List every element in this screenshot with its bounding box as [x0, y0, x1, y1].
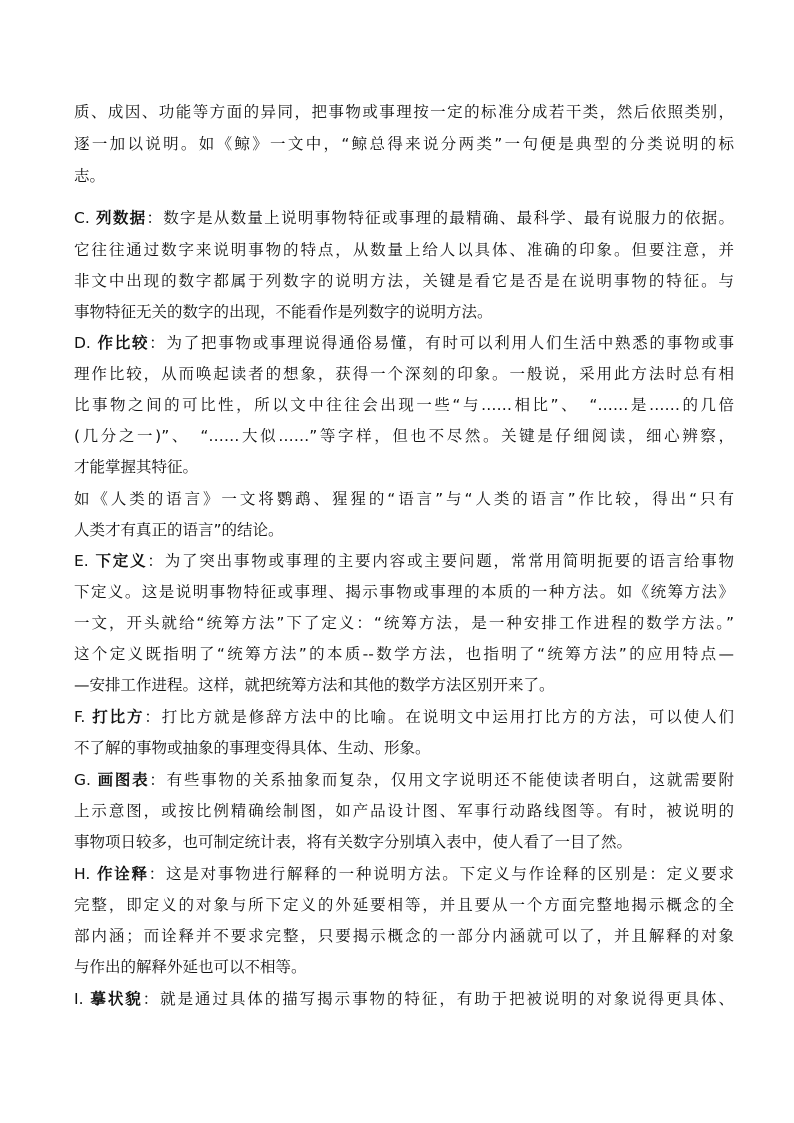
- body-text-line: 下定义。这是说明事物特征或事理、揭示事物或事理的本质的一种方法。如《统筹方法》: [74, 583, 734, 601]
- item-letter: F.: [74, 708, 93, 726]
- method-h-heading-line: [74, 864, 734, 884]
- body-text-line: 质、成因、功能等方面的异同，把事物或事理按一定的标准分成若干类，然后依照类别，: [74, 103, 734, 121]
- body-text-line: 才能掌握其特征。: [74, 458, 199, 476]
- item-letter: H.: [74, 865, 97, 883]
- body-text-line: 逐一加以说明。如《鲸》一文中，“鲸总得来说分两类”一句便是典型的分类说明的标: [74, 135, 734, 153]
- method-description: ：为了把事物或事理说得通俗易懂，有时可以利用人们生活中熟悉的事物或事: [149, 334, 734, 352]
- method-f-heading-line: [74, 707, 734, 727]
- method-description: ：数字是从数量上说明事物特征或事理的最精确、最科学、最有说服力的依据。: [146, 209, 734, 227]
- body-text-line: 与作出的解释外延也可以不相等。: [74, 958, 307, 976]
- body-text-line: 不了解的事物或抽象的事理变得具体、生动、形象。: [74, 739, 431, 757]
- body-text-line: 如《人类的语言》一文将鹦鹉、猩猩的“语言”与“人类的语言”作比较，得出“只有: [74, 490, 734, 508]
- method-term: 作比较: [97, 334, 150, 352]
- method-i-heading-line: [74, 989, 734, 1009]
- method-description: ：为了突出事物或事理的主要内容或主要问题，常常用简明扼要的语言给事物: [147, 552, 734, 570]
- body-text-line: 志。: [74, 167, 106, 185]
- method-term: 下定义: [95, 552, 148, 570]
- method-description: ：这是对事物进行解释的一种说明方法。下定义与作诠释的区别是：定义要求: [148, 865, 734, 883]
- body-text-line: 比事物之间的可比性，所以文中往往会出现一些“与……相比”、 “……是……的几倍: [74, 396, 734, 414]
- method-term: 作诠释: [97, 865, 149, 883]
- body-text-line: 一文，开头就给“统筹方法”下了定义：“统筹方法，是一种安排工作进程的数学方法。”: [74, 614, 734, 632]
- body-text-line: 完整，即定义的对象与所下定义的外延要相等，并且要从一个方面完整地揭示概念的全: [74, 896, 734, 914]
- body-text-line: —安排工作进程。这样，就把统筹方法和其他的数学方法区别开来了。: [74, 676, 555, 694]
- method-term: 摹状貌: [90, 990, 143, 1008]
- method-c-heading-line: [74, 208, 734, 228]
- method-term: 画图表: [97, 771, 150, 789]
- body-text-line: 部内涵；而诠释并不要求完整，只要揭示概念的一部分内涵就可以了，并且解释的对象: [74, 927, 734, 945]
- method-description: ：就是通过具体的描写揭示事物的特征，有助于把被说明的对象说得更具体、: [142, 990, 734, 1008]
- body-text-line: 事物项日较多，也可制定统计表，将有关数字分别填入表中，使人看了一目了然。: [74, 833, 633, 851]
- method-term: 列数据: [96, 209, 147, 227]
- method-e-heading-line: [74, 551, 734, 571]
- body-text-line: 理作比较，从而唤起读者的想象，获得一个深刻的印象。一般说，采用此方法时总有相: [74, 365, 734, 383]
- method-term: 打比方: [92, 708, 145, 726]
- item-letter: I.: [74, 990, 91, 1008]
- body-text-line: 人类才有真正的语言”的结论。: [74, 521, 284, 539]
- body-text-line: 事物特征无关的数字的出现，不能看作是列数字的说明方法。: [74, 303, 493, 321]
- method-d-heading-line: [74, 333, 734, 353]
- body-text-line: 上示意图，或按比例精确绘制图，如产品设计图、军事行动路线图等。有时，被说明的: [74, 802, 734, 820]
- item-letter: D.: [74, 334, 98, 352]
- body-text-line: 这个定义既指明了“统筹方法”的本质--数学方法，也指明了“统筹方法”的应用特点—: [74, 645, 734, 663]
- body-text-line: 非文中出现的数字都属于列数字的说明方法，关键是看它是否是在说明事物的特征。与: [74, 272, 734, 290]
- method-description: ：有些事物的关系抽象而复杂，仅用文字说明还不能使读者明白，这就需要附: [149, 771, 734, 789]
- body-text-line: (几分之一)”、 “……大似……”等字样，但也不尽然。关键是仔细阅读，细心辨察，: [74, 427, 734, 445]
- item-letter: G.: [74, 771, 98, 789]
- body-text-line: 它往往通过数字来说明事物的特点，从数量上给人以具体、准确的印象。但要注意，并: [74, 241, 734, 259]
- method-description: ：打比方就是修辞方法中的比喻。在说明文中运用打比方的方法，可以使人们: [144, 708, 734, 726]
- method-g-heading-line: [74, 770, 734, 790]
- item-letter: C.: [74, 209, 96, 227]
- item-letter: E.: [74, 552, 96, 570]
